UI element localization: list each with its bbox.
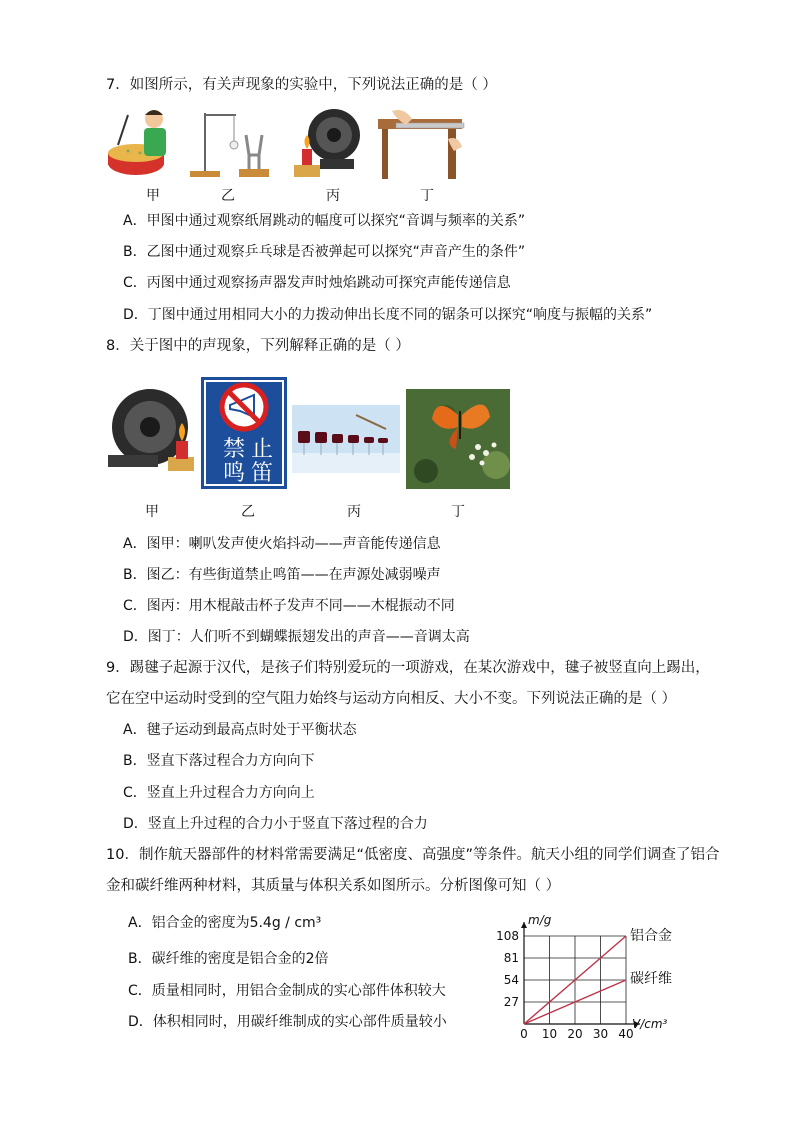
sign-char-ming: 鸣 (223, 461, 246, 486)
q9-stem-line2: 它在空中运动时受到的空气阻力始终与运动方向相反、大小不变。下列说法正确的是（ ） (106, 691, 677, 707)
q10-option-d: D．体积相同时，用碳纤维制成的实心部件质量较小 (128, 1014, 447, 1030)
q9-option-c: C．竖直上升过程合力方向向上 (123, 785, 315, 801)
q8-option-a: A．图甲：喇叭发声使火焰抖动——声音能传递信息 (123, 536, 441, 552)
x-axis-label: V/cm³ (632, 1017, 668, 1031)
q8-option-c: C．图丙：用木棍敲击杯子发声不同——木棍振动不同 (123, 598, 455, 614)
q7-caption-jia: 甲 (146, 188, 160, 204)
y-tick-label-1: 54 (503, 973, 519, 987)
sign-char-di: 笛 (251, 461, 274, 486)
drum-experiment-image (108, 110, 166, 175)
q7-caption-bing: 丙 (326, 188, 340, 204)
q7-option-b: B．乙图中通过观察乒乓球是否被弹起可以探究“声音产生的条件” (123, 244, 526, 260)
series-label-1: 碳纤维 (630, 971, 672, 987)
series-label-0: 铝合金 (630, 928, 672, 944)
q7-figure (106, 105, 466, 185)
q9-option-d: D．竖直上升过程的合力小于竖直下落过程的合力 (123, 816, 428, 832)
q7-stem: 7．如图所示，有关声现象的实验中，下列说法正确的是（ ） (106, 77, 497, 93)
x-tick-label-0: 0 (520, 1027, 528, 1041)
q10-option-b: B．碳纤维的密度是铝合金的2倍 (128, 951, 329, 967)
y-tick-label-3: 108 (496, 929, 519, 943)
x-tick-label-1: 10 (541, 1027, 558, 1041)
x-tick-label-3: 30 (592, 1027, 609, 1041)
saw-table-image (378, 110, 464, 179)
no-honking-sign-image (201, 377, 287, 489)
x-tick-label-2: 20 (567, 1027, 583, 1041)
wine-glasses-image (292, 405, 400, 473)
speaker-candle-image-q7 (294, 109, 360, 177)
q7-option-a: A．甲图中通过观察纸屑跳动的幅度可以探究“音调与频率的关系” (123, 213, 526, 229)
sign-char-zhi: 止 (251, 437, 274, 462)
y-tick-label-0: 27 (503, 995, 519, 1009)
q8-stem: 8．关于图中的声现象，下列解释正确的是（ ） (106, 338, 410, 354)
q8-caption-ding: 丁 (451, 504, 465, 520)
q10-option-c: C．质量相同时，用铝合金制成的实心部件体积较大 (128, 983, 446, 999)
q8-caption-bing: 丙 (347, 504, 361, 520)
q8-figure (106, 375, 516, 491)
x-tick-label-4: 40 (618, 1027, 634, 1041)
q7-option-c: C．丙图中通过观察扬声器发声时烛焰跳动可探究声能传递信息 (123, 275, 511, 291)
q8-caption-yi: 乙 (241, 504, 255, 520)
mass-volume-chart (490, 906, 700, 1042)
q7-caption-yi: 乙 (221, 188, 235, 204)
butterfly-image (406, 389, 510, 489)
sign-char-jin: 禁 (223, 437, 246, 462)
q9-option-b: B．竖直下落过程合力方向向下 (123, 753, 315, 769)
q8-caption-jia: 甲 (145, 504, 159, 520)
y-axis-arrow (521, 922, 527, 928)
q8-option-b: B．图乙：有些街道禁止鸣笛——在声源处减弱噪声 (123, 567, 441, 583)
q7-option-d: D．丁图中通过用相同大小的力拨动伸出长度不同的锯条可以探究“响度与振幅的关系” (123, 307, 653, 323)
y-tick-label-2: 81 (503, 951, 519, 965)
q9-stem-line1: 9．踢毽子起源于汉代，是孩子们特别爱玩的一项游戏，在某次游戏中，毽子被竖直向上踢出， (106, 660, 710, 676)
speaker-candle-image-q8 (108, 389, 194, 471)
q8-option-d: D．图丁：人们听不到蝴蝶振翅发出的声音——音调太高 (123, 629, 470, 645)
pendulum-fork-image (190, 113, 269, 177)
q9-option-a: A．毽子运动到最高点时处于平衡状态 (123, 722, 357, 738)
q7-caption-ding: 丁 (420, 188, 434, 204)
q10-option-a: A．铝合金的密度为5.4g / cm³ (128, 915, 322, 931)
q10-stem-line1: 10．制作航天器部件的材料常需要满足“低密度、高强度”等条件。航天小组的同学们调查了铝合 (106, 847, 720, 863)
y-axis-label: m/g (528, 913, 552, 927)
q10-stem-line2: 金和碳纤维两种材料，其质量与体积关系如图所示。分析图像可知（ ） (106, 878, 561, 894)
